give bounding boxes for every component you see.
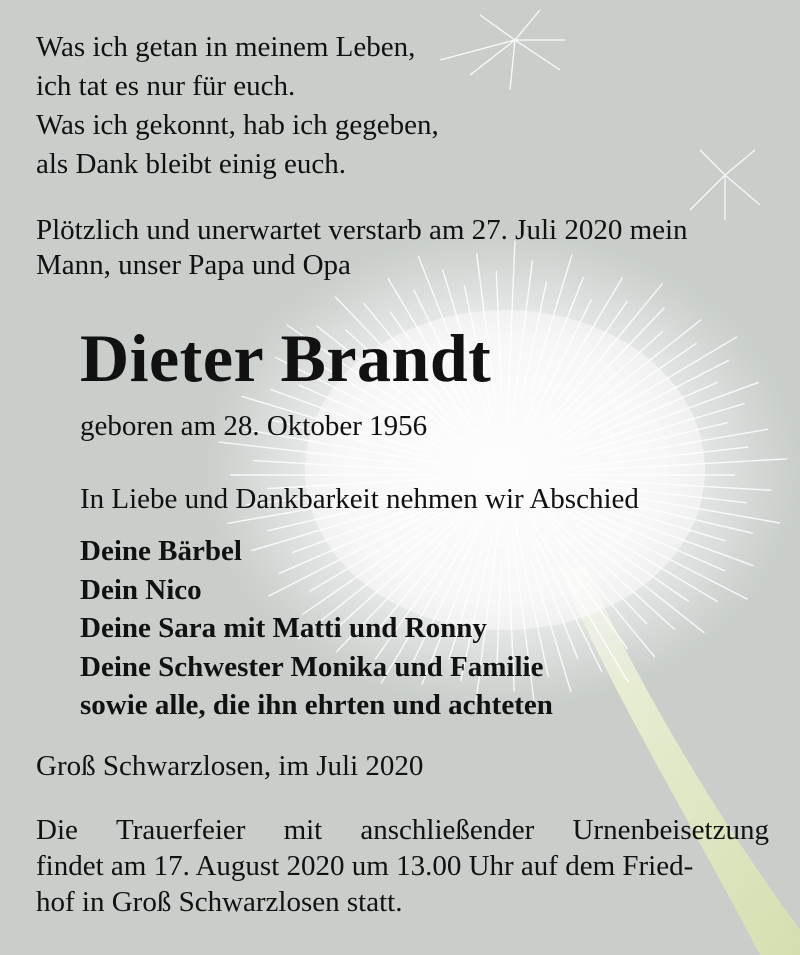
place-and-date: Groß Schwarzlosen, im Juli 2020	[36, 750, 424, 782]
poem-line: ich tat es nur für euch.	[36, 70, 296, 102]
farewell-text: In Liebe und Dankbarkeit nehmen wir Abschied	[80, 483, 639, 515]
funeral-word: mit	[283, 814, 323, 846]
birth-date: geboren am 28. Oktober 1956	[80, 410, 428, 442]
announcement-line: Mann, unser Papa und Opa	[36, 249, 351, 281]
funeral-line: hof in Groß Schwarzlosen statt.	[36, 886, 403, 918]
funeral-word: Die	[36, 814, 78, 846]
announcement-line: Plötzlich und unerwartet verstarb am 27. Juli 2020 mein	[36, 214, 688, 246]
poem	[36, 28, 439, 184]
funeral-word: Trauerfeier	[116, 814, 246, 846]
mourner: Deine Sara mit Matti und Ronny	[80, 612, 487, 644]
funeral-word: Urnenbeisetzung	[572, 814, 769, 846]
mourner: Deine Schwester Monika und Familie	[80, 650, 544, 683]
mourner: Deine Bärbel	[80, 535, 242, 567]
mourner: Dein Nico	[80, 573, 202, 606]
death-announcement	[36, 213, 688, 283]
funeral-word: anschließender	[360, 814, 535, 846]
funeral-details	[36, 812, 769, 920]
funeral-line	[36, 812, 769, 848]
poem-line: Was ich getan in meinem Leben,	[36, 31, 416, 63]
deceased-name: Dieter Brandt	[80, 320, 492, 396]
funeral-line: findet am 17. August 2020 um 13.00 Uhr auf dem Fried-	[36, 850, 694, 882]
poem-line: Was ich gekonnt, hab ich gegeben,	[36, 109, 439, 141]
mourner: sowie alle, die ihn ehrten und achteten	[80, 689, 553, 721]
floating-seed	[690, 150, 760, 220]
mourners-list	[80, 532, 553, 725]
floating-seed	[440, 10, 565, 90]
poem-line: als Dank bleibt einig euch.	[36, 148, 347, 180]
